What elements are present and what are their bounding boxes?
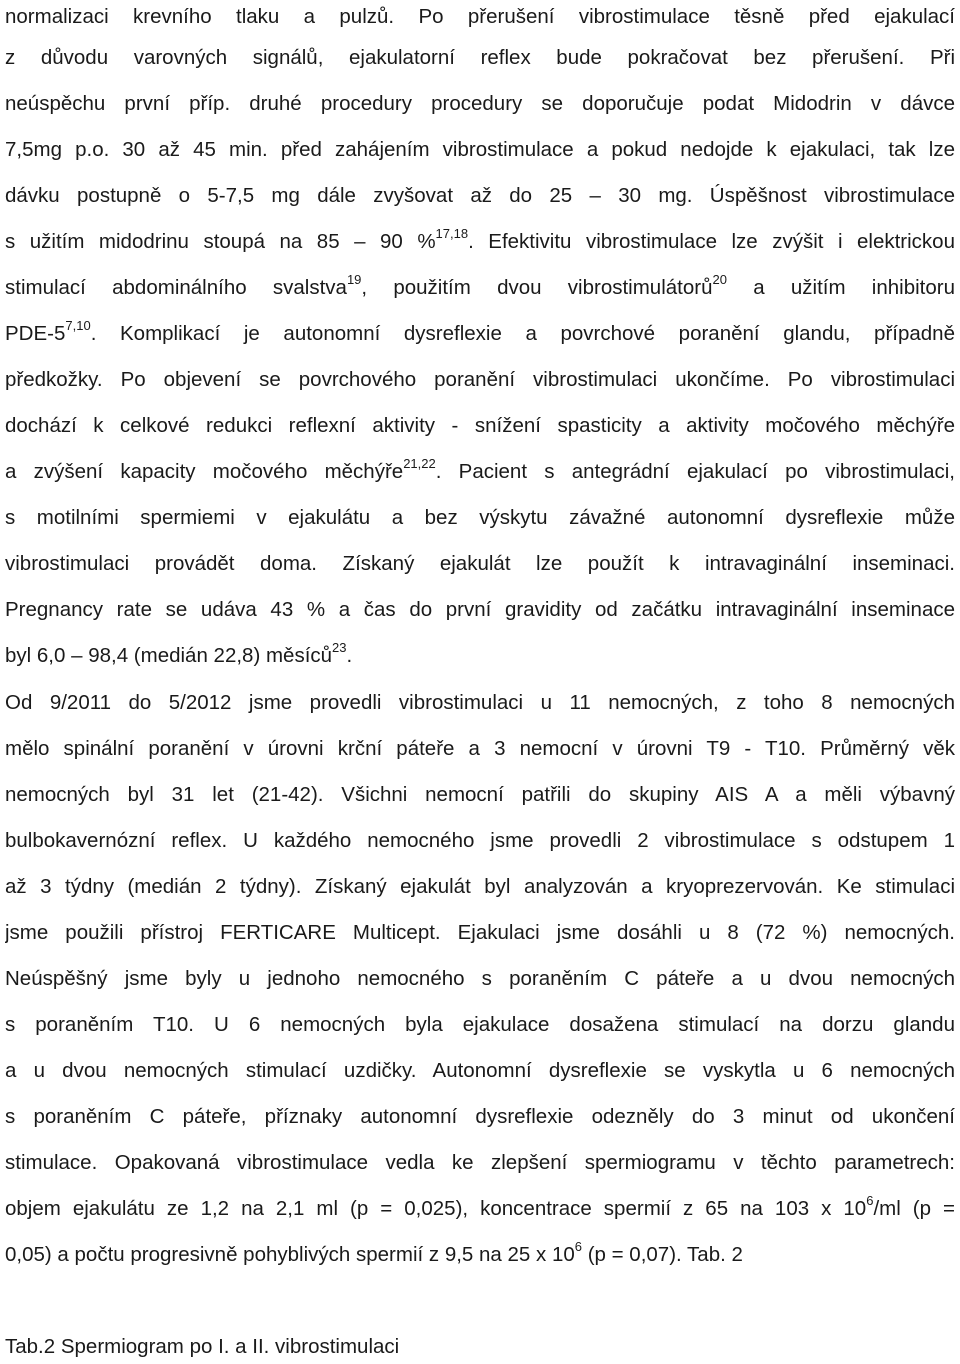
text-line: nemocných byl 31 let (21-42). Všichni nemocní patřili do skupiny AIS A a měli výbavný	[5, 783, 955, 806]
text-line: mělo spinální poranění v úrovni krční páteře a 3 nemocní v úrovni T9 - T10. Průměrný věk	[5, 737, 955, 760]
text-line: Pregnancy rate se udáva 43 % a čas do první gravidity od začátku intravaginální inseminace	[5, 598, 955, 621]
text-line: s poraněním T10. U 6 nemocných byla ejakulace dosažena stimulací na dorzu glandu	[5, 1013, 955, 1036]
text-line: dávku postupně o 5-7,5 mg dále zvyšovat až do 25 – 30 mg. Úspěšnost vibrostimulace	[5, 184, 955, 207]
text-span: a užitím inhibitoru	[726, 276, 955, 299]
text-line: jsme použili přístroj FERTICARE Multicept. Ejakulaci jsme dosáhli u 8 (72 %) nemocných.	[5, 921, 955, 944]
text-line	[5, 225, 955, 259]
text-line	[5, 455, 955, 489]
text-line	[5, 271, 955, 305]
citation-superscript: 23	[332, 640, 347, 656]
text-line: bulbokavernózní reflex. U každého nemocného jsme provedli 2 vibrostimulace s odstupem 1	[5, 829, 955, 852]
citation-superscript: 19	[346, 272, 362, 288]
text-line: předkožky. Po objevení se povrchového poranění vibrostimulaci ukončíme. Po vibrostimulaci	[5, 368, 955, 391]
text-span: stimulací abdominálního svalstva	[5, 276, 347, 299]
text-line: vibrostimulaci provádět doma. Získaný ejakulát lze použít k intravaginální inseminaci.	[5, 552, 955, 575]
table-caption: Tab.2 Spermiogram po I. a II. vibrostimulaci	[5, 1335, 400, 1358]
text-line: Od 9/2011 do 5/2012 jsme provedli vibrostimulaci u 11 nemocných, z toho 8 nemocných	[5, 691, 955, 714]
text-line: normalizaci krevního tlaku a pulzů. Po přerušení vibrostimulace těsně před ejakulací	[5, 5, 955, 28]
text-span: /ml (p =	[873, 1197, 955, 1220]
text-line: až 3 týdny (medián 2 týdny). Získaný ejakulát byl analyzován a kryoprezervován. Ke stimulaci	[5, 875, 955, 898]
text-line: stimulace. Opakovaná vibrostimulace vedla ke zlepšení spermiogramu v těchto parametrech:	[5, 1151, 955, 1174]
citation-superscript: 21,22	[403, 456, 436, 472]
citation-superscript: 17,18	[435, 226, 469, 242]
text-line: 7,5mg p.o. 30 až 45 min. před zahájením vibrostimulace a pokud nedojde k ejakulaci, tak lze	[5, 138, 955, 161]
exponent-superscript: 6	[866, 1193, 874, 1209]
text-line: a u dvou nemocných stimulací uzdičky. Autonomní dysreflexie se vyskytla u 6 nemocných	[5, 1059, 955, 1082]
text-span: PDE-5	[5, 322, 66, 345]
exponent-superscript: 6	[574, 1239, 583, 1255]
text-line	[5, 639, 955, 673]
text-line	[5, 1238, 955, 1272]
citation-superscript: 7,10	[65, 318, 91, 334]
text-span: . Efektivitu vibrostimulace lze zvýšit i elektrickou	[468, 230, 955, 253]
text-line	[5, 317, 955, 351]
text-span: . Komplikací je autonomní dysreflexie a povrchové poranění glandu, případně	[90, 322, 955, 345]
text-span: (p = 0,07). Tab. 2	[582, 1243, 743, 1266]
text-span: s užitím midodrinu stoupá na 85 – 90 %	[5, 230, 436, 253]
text-line: Neúspěšný jsme byly u jednoho nemocného s poraněním C páteře a u dvou nemocných	[5, 967, 955, 990]
text-line: s poraněním C páteře, příznaky autonomní dysreflexie odezněly do 3 minut od ukončení	[5, 1105, 955, 1128]
text-span: . Pacient s antegrádní ejakulací po vibrostimulaci,	[435, 460, 955, 483]
text-line: dochází k celkové redukci reflexní aktivity - snížení spasticity a aktivity močového měchýře	[5, 414, 955, 437]
text-line: z důvodu varovných signálů, ejakulatorní reflex bude pokračovat bez přerušení. Při	[5, 46, 955, 69]
text-span: byl 6,0 – 98,4 (medián 22,8) měsíců	[5, 644, 333, 667]
text-line	[5, 1192, 955, 1226]
text-span: , použitím dvou vibrostimulátorů	[361, 276, 713, 299]
citation-superscript: 20	[712, 272, 727, 288]
text-span: a zvýšení kapacity močového měchýře	[5, 460, 404, 483]
text-line: neúspěchu první příp. druhé procedury procedury se doporučuje podat Midodrin v dávce	[5, 92, 955, 115]
text-span: .	[346, 644, 353, 667]
text-span: objem ejakulátu ze 1,2 na 2,1 ml (p = 0,025), koncentrace spermií z 65 na 103 x 10	[5, 1197, 867, 1220]
text-line: s motilními spermiemi v ejakulátu a bez výskytu závažné autonomní dysreflexie může	[5, 506, 955, 529]
text-span: 0,05) a počtu progresivně pohyblivých spermií z 9,5 na 25 x 10	[5, 1243, 575, 1266]
